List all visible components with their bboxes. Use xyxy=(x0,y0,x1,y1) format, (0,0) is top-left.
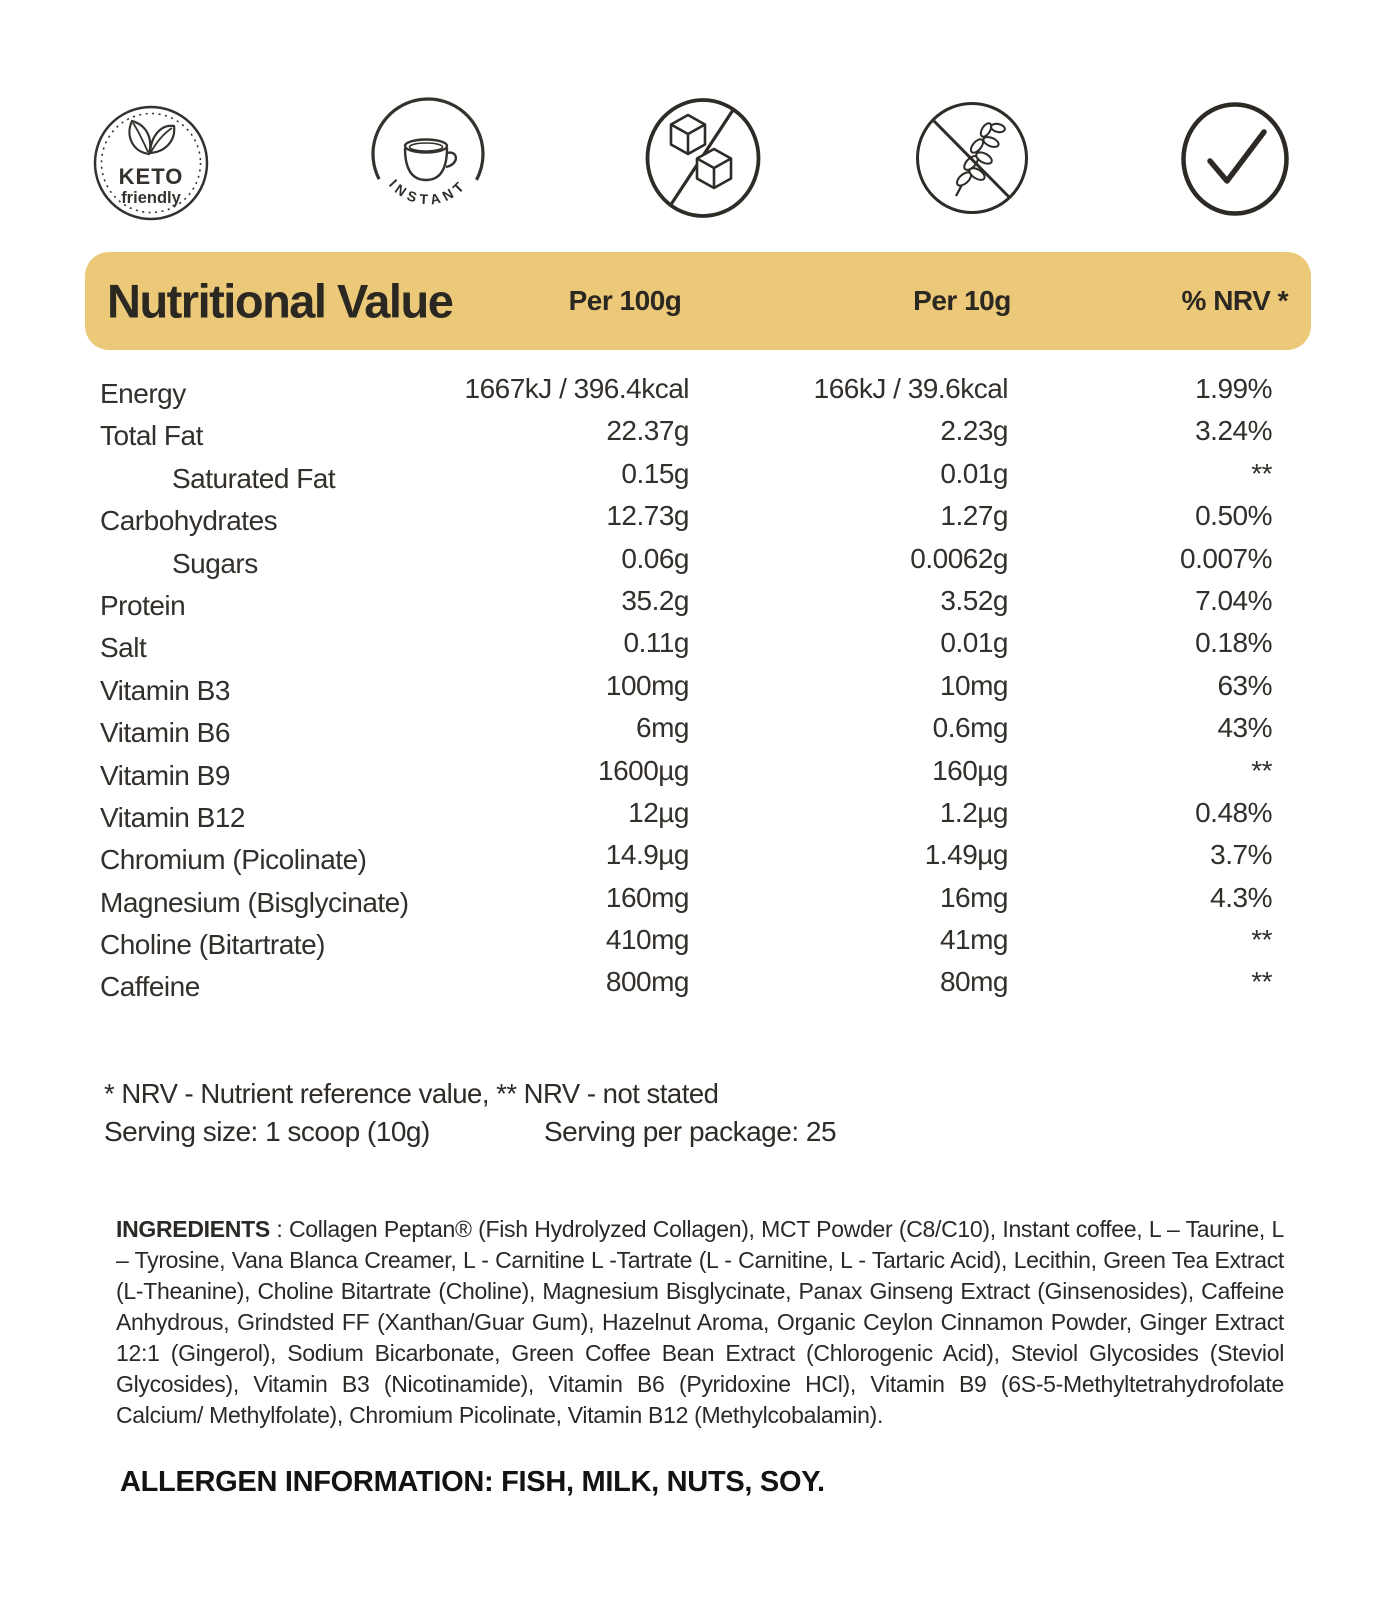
table-row xyxy=(100,372,1272,414)
value-per-10g: 10mg xyxy=(939,669,1008,701)
table-row xyxy=(100,414,1272,456)
value-per-10g: 1.27g xyxy=(940,500,1008,532)
value-per-100g: 0.11g xyxy=(623,627,689,659)
value-nrv: 43% xyxy=(1217,712,1272,744)
table-row xyxy=(100,711,1272,753)
ingredients-paragraph xyxy=(116,1214,1284,1431)
value-nrv: ** xyxy=(1251,966,1272,998)
value-nrv: 0.48% xyxy=(1195,796,1272,828)
nutrient-name: Magnesium (Bisglycinate) xyxy=(100,886,409,918)
nrv-footnote: * NRV - Nutrient reference value, ** NRV - not stated xyxy=(104,1078,719,1109)
keto-text: KETO xyxy=(118,164,184,189)
keto-friendly-badge xyxy=(92,104,210,222)
value-per-100g: 0.06g xyxy=(621,542,689,574)
value-nrv: 0.50% xyxy=(1195,500,1272,532)
value-nrv: 7.04% xyxy=(1195,584,1272,616)
table-row xyxy=(100,838,1272,880)
value-per-100g: 12µg xyxy=(628,796,689,828)
value-per-10g: 80mg xyxy=(939,966,1008,998)
value-nrv: 63% xyxy=(1217,669,1272,701)
no-gluten-icon xyxy=(914,100,1030,216)
value-per-10g: 16mg xyxy=(939,881,1008,913)
gluten-free-badge xyxy=(914,100,1030,216)
value-per-10g: 0.01g xyxy=(940,457,1008,489)
table-row xyxy=(100,457,1272,499)
table-row xyxy=(100,669,1272,711)
value-per-10g: 1.2µg xyxy=(939,796,1008,828)
nutrient-name: Vitamin B3 xyxy=(100,674,230,706)
coffee-cup-icon xyxy=(362,96,494,224)
sugar-free-badge xyxy=(643,97,763,219)
value-nrv: 0.18% xyxy=(1195,627,1272,659)
nutrient-name: Chromium (Picolinate) xyxy=(100,844,367,876)
table-row xyxy=(100,796,1272,838)
column-header-per-10g: Per 10g xyxy=(913,285,1011,316)
value-per-100g: 800mg xyxy=(605,966,689,998)
value-per-10g: 3.52g xyxy=(940,584,1008,616)
value-per-100g: 1600µg xyxy=(598,754,689,786)
value-per-100g: 6mg xyxy=(636,712,689,744)
serving-per-package-text: Serving per package: 25 xyxy=(544,1116,837,1147)
table-row xyxy=(100,965,1272,1007)
value-nrv: ** xyxy=(1251,924,1272,956)
value-nrv: 0.007% xyxy=(1180,542,1272,574)
value-per-10g: 160µg xyxy=(932,754,1008,786)
nutrient-name: Salt xyxy=(100,632,147,664)
page-title: Nutritional Value xyxy=(107,274,453,328)
nutrient-name: Vitamin B6 xyxy=(100,717,230,749)
value-per-100g: 1667kJ / 396.4kcal xyxy=(464,373,689,404)
nutrient-name: Vitamin B9 xyxy=(100,759,230,791)
table-row xyxy=(100,754,1272,796)
instant-coffee-badge xyxy=(362,96,494,224)
nutrient-name: Sugars xyxy=(172,547,258,579)
nutrient-name: Energy xyxy=(100,378,186,409)
table-row xyxy=(100,499,1272,541)
table-row xyxy=(100,626,1272,668)
value-nrv: ** xyxy=(1251,457,1272,489)
table-header xyxy=(85,252,1311,350)
value-per-10g: 0.6mg xyxy=(932,712,1008,744)
column-header-nrv: % NRV * xyxy=(1181,285,1288,316)
value-per-100g: 22.37g xyxy=(606,415,689,447)
value-per-100g: 35.2g xyxy=(621,584,689,616)
nutrient-name: Total Fat xyxy=(100,420,203,452)
value-per-10g: 41mg xyxy=(939,924,1008,956)
value-nrv: 3.7% xyxy=(1210,839,1272,871)
serving-size-text: Serving size: 1 scoop (10g) xyxy=(104,1116,430,1147)
value-per-10g: 1.49µg xyxy=(924,839,1008,871)
value-nrv: 3.24% xyxy=(1195,415,1272,447)
value-per-100g: 0.15g xyxy=(621,457,689,489)
ingredients-text: : Collagen Peptan® (Fish Hydrolyzed Collagen), MCT Powder (C8/C10), Instant coffee, L – Taurine, L – Tyrosine, Vana Blanca Creamer, L - Carnitine L -Tartrate (L - Carnitine, L - Tartaric Acid), Lecithin, Green Tea Extract (L-Theanine), Choline Bitartrate (Choline), Magnesium Bisglycinate, Panax Ginseng Extract (Ginsenosides), Caffeine Anhydrous, Grindsted FF (Xanthan/Guar Gum), Hazelnut Aroma, Organic Ceylon Cinnamon Powder, Ginger Extract 12:1 (Gingerol), Sodium Bicarbonate, Green Coffee Bean Extract (Chlorogenic Acid), Steviol Glycosides (Steviol Glycosides), Vitamin B3 (Nicotinamide), Vitamin B6 (Pyridoxine HCl), Vitamin B9 (6S-5-Methyltetrahydrofolate Calcium/ Methylfolate), Chromium Picolinate, Vitamin B12 (Methylcobalamin). xyxy=(116,1216,1284,1428)
nutrient-name: Saturated Fat xyxy=(172,462,336,494)
value-per-100g: 14.9µg xyxy=(605,839,689,871)
value-per-10g: 0.0062g xyxy=(910,542,1008,574)
keto-friendly-text: friendly xyxy=(121,189,181,207)
value-per-100g: 100mg xyxy=(605,669,689,701)
value-per-10g: 166kJ / 39.6kcal xyxy=(813,373,1008,404)
table-row xyxy=(100,584,1272,626)
quality-check-badge xyxy=(1180,102,1290,216)
nutrition-table xyxy=(100,372,1272,1008)
value-per-100g: 12.73g xyxy=(606,500,689,532)
table-row xyxy=(100,881,1272,923)
nutrient-name: Carbohydrates xyxy=(100,505,278,537)
value-nrv: 4.3% xyxy=(1210,881,1272,913)
table-row xyxy=(100,923,1272,965)
no-sugar-icon xyxy=(643,97,763,219)
value-nrv: ** xyxy=(1251,754,1272,786)
nutrient-name: Vitamin B12 xyxy=(100,801,245,833)
instant-text: INSTANT xyxy=(386,175,470,208)
checkmark-icon xyxy=(1180,102,1290,216)
value-per-100g: 410mg xyxy=(605,924,689,956)
column-header-per-100g: Per 100g xyxy=(568,285,682,316)
table-row xyxy=(100,542,1272,584)
value-nrv: 1.99% xyxy=(1195,373,1272,404)
value-per-10g: 2.23g xyxy=(940,415,1008,447)
value-per-100g: 160mg xyxy=(605,881,689,913)
keto-leaf-icon xyxy=(92,104,210,222)
allergen-information: ALLERGEN INFORMATION: FISH, MILK, NUTS, SOY. xyxy=(120,1466,825,1498)
nutrient-name: Protein xyxy=(100,589,186,621)
value-per-10g: 0.01g xyxy=(940,627,1008,659)
ingredients-label: INGREDIENTS xyxy=(116,1216,270,1242)
nutrient-name: Choline (Bitartrate) xyxy=(100,929,325,961)
nutrient-name: Caffeine xyxy=(100,971,200,1003)
